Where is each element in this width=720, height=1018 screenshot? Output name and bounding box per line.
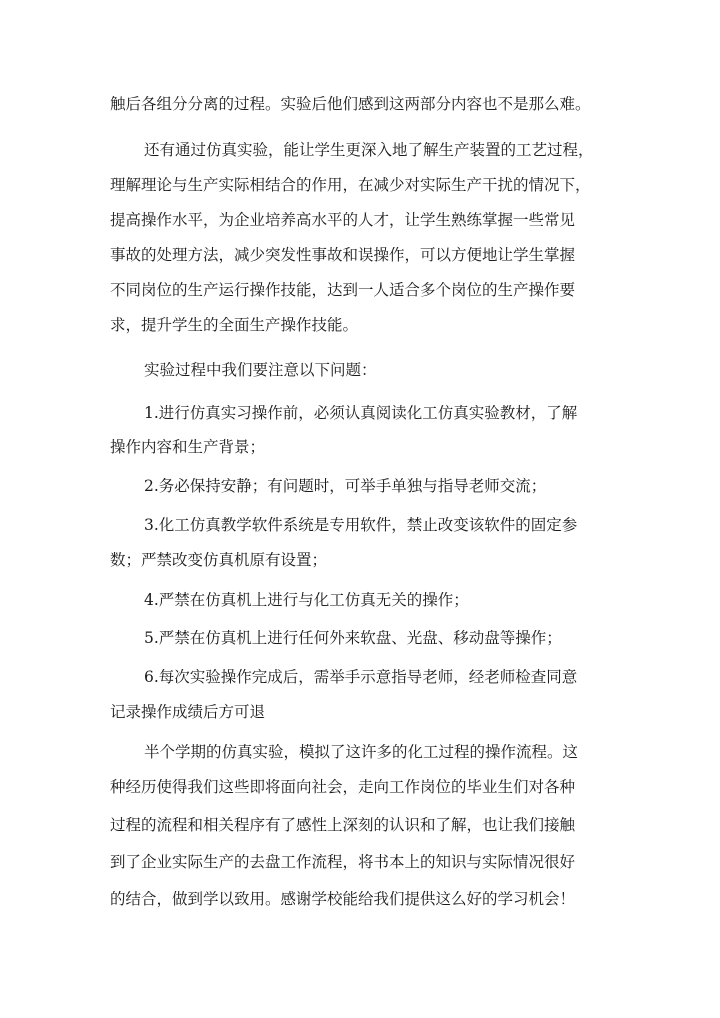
text-line: 4.严禁在仿真机上进行与化工仿真无关的操作； — [144, 591, 469, 609]
text-line: 到了企业实际生产的去盘工作流程，将书本上的知识与实际情况很好 — [110, 853, 576, 871]
text-line: 还有通过仿真实验，能让学生更深入地了解生产装置的工艺过程， — [144, 141, 594, 159]
text-line: 理解理论与生产实际相结合的作用，在减少对实际生产干扰的情况下， — [110, 176, 591, 194]
text-line: 半个学期的仿真实验，模拟了这许多的化工过程的操作流程。这 — [144, 743, 579, 761]
text-line: 过程的流程和相关程序有了感性上深刻的认识和了解，也让我们接触 — [110, 816, 576, 834]
text-line: 记录操作成绩后方可退 — [110, 703, 266, 721]
text-line: 不同岗位的生产运行操作技能，达到一人适合多个岗位的生产操作要 — [110, 281, 576, 299]
text-line: 种经历使得我们这些即将面向社会，走向工作岗位的毕业生们对各种 — [110, 778, 576, 796]
text-line: 5.严禁在仿真机上进行任何外来软盘、光盘、移动盘等操作； — [144, 629, 562, 647]
text-line: 求，提升学生的全面生产操作技能。 — [110, 316, 359, 334]
text-line: 2.务必保持安静；有问题时，可举手单独与指导老师交流； — [144, 477, 547, 495]
text-line: 操作内容和生产背景； — [110, 438, 266, 456]
text-line: 触后各组分分离的过程。实验后他们感到这两部分内容也不是那么难。 — [110, 95, 591, 113]
text-line: 提高操作水平，为企业培养高水平的人才，让学生熟练掌握一些常见 — [110, 211, 576, 229]
text-line: 的结合，做到学以致用。感谢学校能给我们提供这么好的学习机会！ — [110, 890, 576, 908]
text-line: 3.化工仿真教学软件系统是专用软件，禁止改变该软件的固定参 — [144, 516, 578, 534]
text-line: 6.每次实验操作完成后，需举手示意指导老师，经老师检查同意 — [144, 668, 578, 686]
text-line: 1.进行仿真实习操作前，必须认真阅读化工仿真实验教材，了解 — [144, 404, 578, 422]
text-line: 事故的处理方法，减少突发性事故和误操作，可以方便地让学生掌握 — [110, 246, 576, 264]
text-line: 数；严禁改变仿真机原有设置； — [110, 551, 328, 569]
text-line: 实验过程中我们要注意以下问题： — [144, 361, 377, 379]
